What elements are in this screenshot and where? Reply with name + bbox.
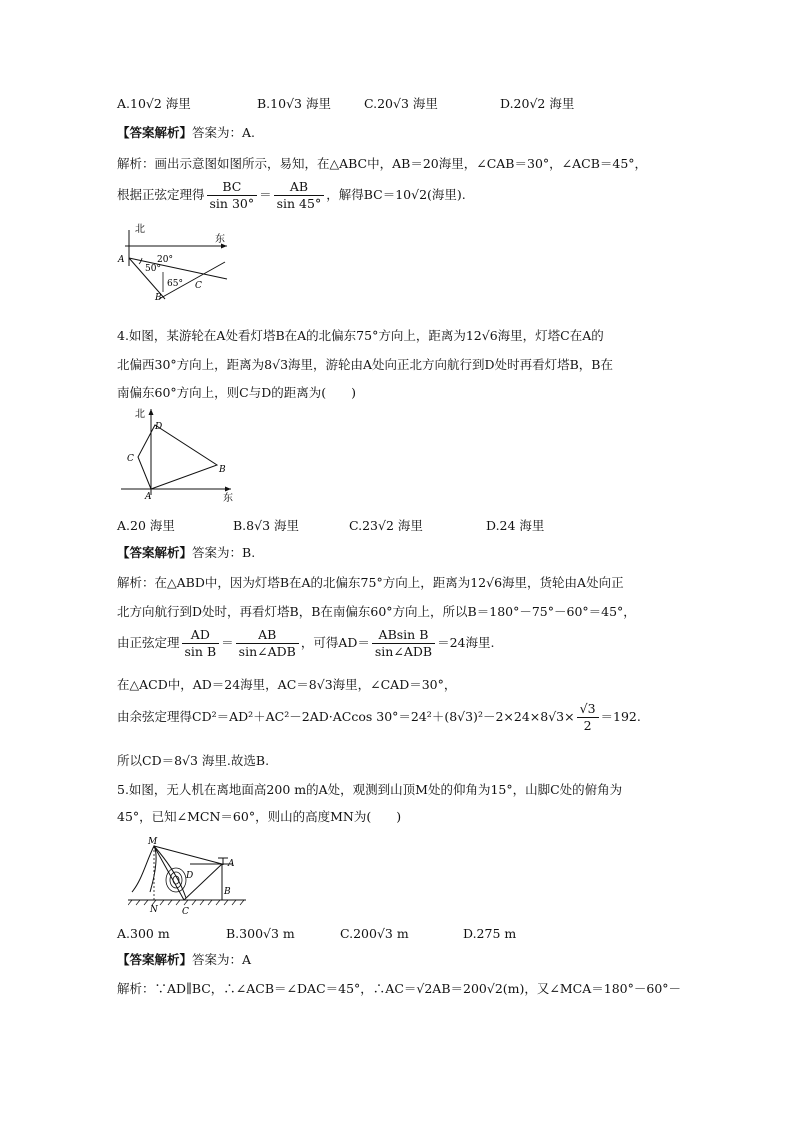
fraction [577,701,599,734]
angle-65-label: 65° [167,279,183,289]
answer-heading: 【答案解析】 [117,952,193,967]
answer-line [117,544,255,562]
figure-mountain-drone [128,832,246,916]
formula-suffix: ，解得BC＝10√2(海里). [326,187,466,202]
east-label: 东 [223,493,233,504]
angle-50-label: 50° [145,264,161,274]
point-c-label: C [195,281,202,291]
point-c-label: C [127,454,134,464]
north-label: 北 [135,409,145,420]
fraction-numerator: AB [236,627,299,644]
solution-line: 在△ACD中，AD＝24海里，AC＝8√3海里，∠CAD＝30°， [117,677,457,692]
solution-line: 所以CD＝8√3 海里.故选B. [117,753,270,768]
formula-middle: ，可得AD＝ [300,635,370,650]
formula-prefix: 由余弦定理得CD²＝AD²＋AC²－2AD·ACcos 30°＝24²＋(8√3)²－2×24×8√3× [117,709,575,724]
option-a: A.10√2 海里 [117,96,191,111]
solution-formula-line [117,626,494,660]
formula-prefix: 根据正弦定理得 [117,187,205,202]
option-d: D.275 m [463,926,517,941]
fraction-numerator: BC [207,179,258,196]
point-a-label: A [228,859,235,869]
point-d-label: D [186,871,194,881]
formula-suffix: ＝192. [600,709,641,724]
option-d: D.24 海里 [486,518,545,533]
answer-text: 答案为：A. [192,125,256,140]
answer-line [117,951,251,969]
answer-heading: 【答案解析】 [117,125,193,140]
fraction [274,179,325,212]
point-d-label: D [155,422,163,432]
answer-line [117,124,255,142]
question-4-stem-line2: 北偏西30°方向上，距离为8√3海里，游轮由A处向正北方向航行到D处时再看灯塔B，B在 [117,357,613,372]
formula-prefix: 由正弦定理 [117,635,180,650]
point-n-label: N [150,905,158,915]
solution-formula-line [117,178,466,212]
equals-sign: ＝ [221,635,234,650]
fraction [207,179,258,212]
fraction-denominator: 2 [583,718,592,733]
question-4-stem-line3: 南偏东60°方向上，则C与D的距离为( ) [117,385,356,400]
fraction-denominator: sin 30° [209,196,255,211]
option-b: B.8√3 海里 [233,518,300,533]
option-c: C.20√3 海里 [364,96,438,111]
option-d: D.20√2 海里 [500,96,575,111]
solution-line: 解析：画出示意图如图所示，易知，在△ABC中，AB＝20海里，∠CAB＝30°，∠ACB＝45°， [117,156,648,171]
question-4-stem-line1: 4.如图，某游轮在A处看灯塔B在A的北偏东75°方向上，距离为12√6海里，灯塔C在A的 [117,328,604,343]
option-c: C.23√2 海里 [349,518,423,533]
fraction-denominator: sin B [184,644,217,659]
fraction [182,627,220,660]
point-m-label: M [148,837,158,847]
figure-bearing-triangle [115,222,235,304]
answer-text: 答案为：A [192,952,252,967]
option-a: A.300 m [117,926,170,941]
solution-line: 解析：∵AD∥BC，∴∠ACB＝∠DAC＝45°，∴AC＝√2AB＝200√2(m)，又∠MCA＝180°－60°－ [117,981,682,996]
question-5-stem-line1: 5.如图，无人机在离地面高200 m的A处，观测到山顶M处的仰角为15°，山脚C处的俯角为 [117,782,623,797]
fraction [372,627,435,660]
figure-lighthouse-quadrilateral [117,405,242,505]
fraction [236,627,299,660]
fraction-numerator: AB [274,179,325,196]
fraction-numerator: √3 [577,701,599,718]
point-b-label: B [224,887,231,897]
fraction-denominator: sin 45° [276,196,322,211]
point-c-label: C [182,907,189,916]
point-b-label: B [155,293,162,303]
question-5-stem-line2: 45°，已知∠MCN＝60°，则山的高度MN为( ) [117,809,402,824]
point-a-label: A [145,492,152,502]
point-b-label: B [219,465,226,475]
solution-line: 北方向航行到D处时，再看灯塔B，B在南偏东60°方向上，所以B＝180°－75°－60°＝45°， [117,604,636,619]
fraction-numerator: ABsin B [372,627,435,644]
option-b: B.10√3 海里 [257,96,331,111]
answer-heading: 【答案解析】 [117,545,193,560]
east-label: 东 [215,234,225,245]
angle-20-label: 20° [157,255,173,265]
north-label: 北 [135,224,145,235]
fraction-numerator: AD [182,627,220,644]
solution-line: 解析：在△ABD中，因为灯塔B在A的北偏东75°方向上，距离为12√6海里，货轮由A处向正 [117,575,624,590]
answer-text: 答案为：B. [192,545,256,560]
option-c: C.200√3 m [340,926,409,941]
option-b: B.300√3 m [226,926,295,941]
formula-suffix: ＝24海里. [437,635,495,650]
point-a-label: A [118,255,125,265]
fraction-denominator: sin∠ADB [238,644,296,659]
solution-formula-line [117,700,641,734]
option-a: A.20 海里 [117,518,175,533]
equals-sign: ＝ [259,187,272,202]
fraction-denominator: sin∠ADB [374,644,433,659]
